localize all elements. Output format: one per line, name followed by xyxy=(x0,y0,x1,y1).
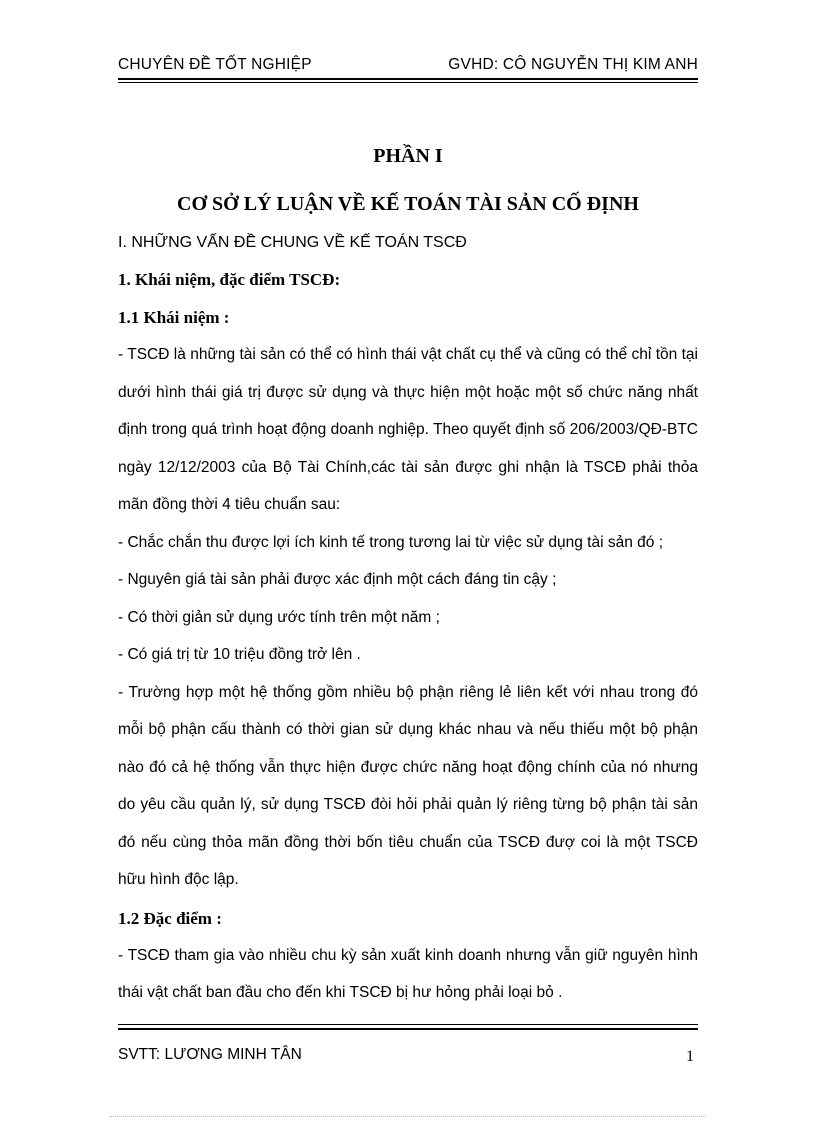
part-subtitle: CƠ SỞ LÝ LUẬN VỀ KẾ TOÁN TÀI SẢN CỐ ĐỊNH xyxy=(177,193,639,215)
paragraph: - TSCĐ tham gia vào nhiều chu kỳ sản xuất kinh doanh nhưng vẫn giữ nguyên hình thái vật chất ban đầu cho đến khi TSCĐ bị hư hỏng phải loại bỏ . xyxy=(118,946,698,1001)
footer-rule-thin xyxy=(118,1024,698,1025)
paragraph: - Có thời giản sử dụng ước tính trên một năm ; xyxy=(118,608,440,626)
paragraph: - Trường hợp một hệ thống gồm nhiều bộ phận riêng lẻ liên kết với nhau trong đó mỗi bộ phận cấu thành có thời gian sử dụng khác nhau và nếu thiếu một bộ phận nào đó cả hệ thống vẫn thực hiện được chức năng hoạt động chính của nó nhưng do yêu cầu quản lý, sử dụng TSCĐ đòi hỏi phải quản lý riêng từng bộ phận tài sản đó nếu cùng thỏa mãn đồng thời bốn tiêu chuẩn của TSCĐ đượ coi là một TSCĐ hữu hình độc lập. xyxy=(118,683,698,888)
page-edge-divider xyxy=(110,1116,706,1117)
part-title: PHẦN I xyxy=(373,145,443,167)
header-rule xyxy=(118,78,698,80)
paragraph: - TSCĐ là những tài sản có thể có hình thái vật chất cụ thể và cũng có thể chỉ tồn tại dưới hình thái giá trị được sử dụng và thực hiện một hoặc một số chức năng nhất định trong quá trình hoạt động doanh nghiệp. Theo quyết định số 206/2003/QĐ-BTC ngày 12/12/2003 của Bộ Tài Chính,các tài sản được ghi nhận là TSCĐ phải thỏa mãn đồng thời 4 tiêu chuẩn sau: xyxy=(118,346,698,513)
features-heading: 1.2 Đặc điểm : xyxy=(118,908,222,928)
header-right-text: GVHD: CÔ NGUYỄN THỊ KIM ANH xyxy=(448,56,698,73)
section-heading: I. NHỮNG VẤN ĐỀ CHUNG VỀ KẾ TOÁN TSCĐ xyxy=(118,234,467,251)
paragraph: - Nguyên giá tài sản phải được xác định một cách đáng tin cậy ; xyxy=(118,571,557,588)
footer-author: SVTT: LƯƠNG MINH TÂN xyxy=(118,1046,302,1063)
page-header xyxy=(118,52,698,80)
page-number: 1 xyxy=(686,1048,694,1065)
paragraph: - Chắc chắn thu được lợi ích kinh tế trong tương lai từ việc sử dụng tài sản đó ; xyxy=(118,533,664,551)
header-left-text: CHUYÊN ĐỀ TỐT NGHIỆP xyxy=(118,56,312,73)
subsection-heading: 1. Khái niệm, đặc điểm TSCĐ: xyxy=(118,270,341,289)
header-rule-thin xyxy=(118,82,698,83)
paragraph: - Có giá trị từ 10 triệu đồng trở lên . xyxy=(118,646,361,663)
page-footer xyxy=(118,1024,698,1074)
page-body xyxy=(118,140,698,1012)
footer-rule xyxy=(118,1028,698,1030)
concept-heading: 1.1 Khái niệm : xyxy=(118,308,230,327)
